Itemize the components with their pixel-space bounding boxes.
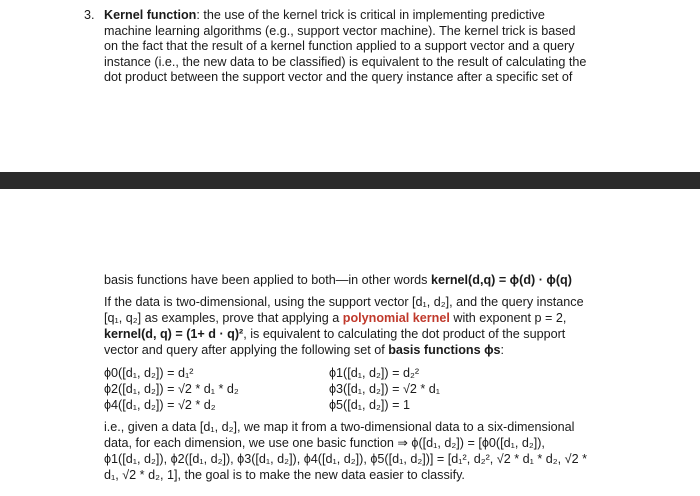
basis-function-phi2: ϕ2([d₁, d₂]) = √2 * d₁ * d₂ [104, 382, 239, 396]
term-kernel-function: Kernel function [104, 8, 197, 22]
item-number: 3. [84, 8, 95, 22]
text-span: with exponent p = 2, [449, 311, 567, 325]
paragraph-line: d₁, √2 * d₂, 1], the goal is to make the new data easier to classify. [104, 468, 465, 482]
text-span: , is equivalent to calculating the dot product of the support [243, 327, 566, 341]
paragraph-line [104, 311, 566, 327]
basis-functions-term: basis functions ϕs [388, 343, 501, 357]
text-span: basis functions have been applied to both—in other words [104, 273, 431, 287]
paragraph-line [104, 327, 565, 343]
paragraph-line: on the fact that the result of a kernel function applied to a support vector and a query [104, 39, 575, 53]
paragraph-line: ϕ1([d₁, d₂]), ϕ2([d₁, d₂]), ϕ3([d₁, d₂]), ϕ4([d₁, d₂]), ϕ5([d₁, d₂])] = [d₁², d₂², √2 * d₁ * d₂, √2 * [104, 452, 587, 466]
basis-function-phi4: ϕ4([d₁, d₂]) = √2 * d₂ [104, 398, 216, 412]
paragraph-line: instance (i.e., the new data to be classified) is equivalent to the result of calculating the [104, 54, 587, 69]
text-span: vector and query after applying the following set of [104, 343, 389, 357]
kernel-equation: kernel(d,q) = ϕ(d) · ϕ(q) [430, 273, 572, 287]
text-span: : the use of the kernel trick is critical in implementing predictive [196, 8, 545, 22]
kernel-formula: kernel(d, q) = (1+ d · q)² [104, 327, 244, 341]
polynomial-kernel-highlight: polynomial kernel [342, 311, 450, 325]
paragraph-line: dot product between the support vector and the query instance after a specific set of [104, 70, 573, 84]
basis-function-phi1: ϕ1([d₁, d₂]) = d₂² [329, 366, 420, 380]
paragraph-line [104, 8, 545, 24]
paragraph-line: If the data is two-dimensional, using the support vector [d₁, d₂], and the query instance [104, 295, 584, 309]
text-span: : [500, 343, 505, 357]
page-divider [0, 172, 700, 189]
paragraph-line: i.e., given a data [d₁, d₂], we map it from a two-dimensional data to a six-dimensional [104, 420, 575, 434]
text-span: [q₁, q₂] as examples, prove that applying a [104, 311, 343, 325]
paragraph-line: machine learning algorithms (e.g., support vector machine). The kernel trick is based [104, 23, 576, 38]
paragraph-line: data, for each dimension, we use one basic function ⇒ ϕ([d₁, d₂]) = [ϕ0([d₁, d₂]), [104, 436, 545, 450]
basis-function-phi3: ϕ3([d₁, d₂]) = √2 * d₁ [329, 382, 441, 396]
paragraph-line [104, 273, 572, 289]
paragraph-line [104, 343, 504, 359]
basis-function-phi5: ϕ5([d₁, d₂]) = 1 [329, 398, 410, 412]
basis-function-phi0: ϕ0([d₁, d₂]) = d₁² [104, 366, 194, 380]
